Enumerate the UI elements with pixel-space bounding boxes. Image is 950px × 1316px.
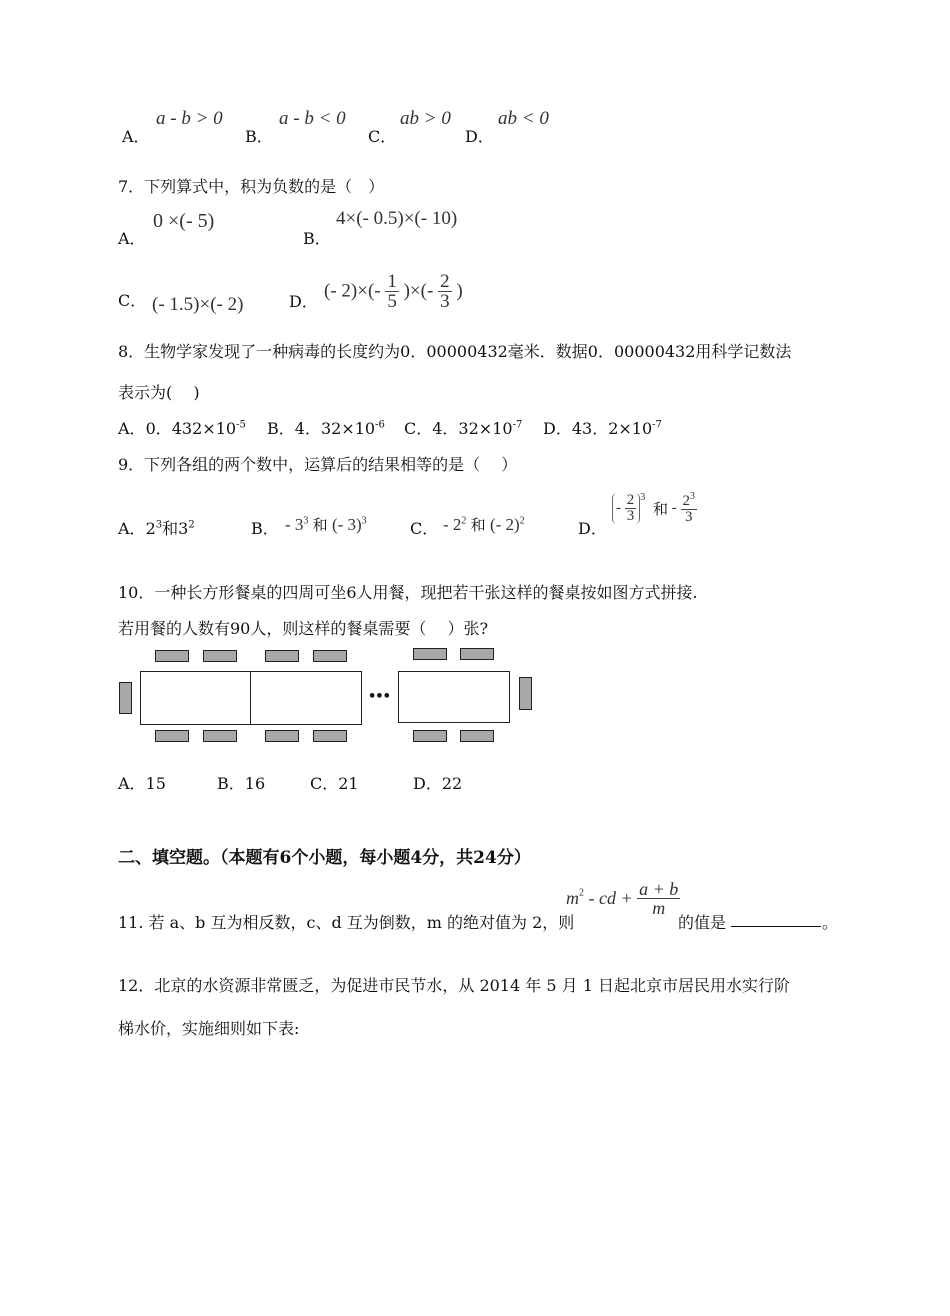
q8-option-a <box>118 416 246 439</box>
option-value: 4．32×10 <box>432 419 513 438</box>
q7-option-b-label: B． <box>303 229 331 248</box>
expr-part: (- 2)×(- <box>324 280 381 302</box>
q12-line2: 梯水价，实施细则如下表: <box>118 1019 300 1038</box>
exponent: 3 <box>690 491 696 502</box>
q7-stem: 7．下列算式中，积为负数的是（ ） <box>118 177 385 196</box>
option-label: A． <box>118 774 146 793</box>
q11-suffix: 的值是 <box>678 913 727 932</box>
expr-part: 和 <box>653 500 669 518</box>
seat <box>460 730 494 742</box>
seat <box>265 650 299 662</box>
expr-part: - <box>671 500 677 516</box>
denominator: 3 <box>626 508 635 524</box>
option-label: A． <box>122 127 150 146</box>
q7-option-b-expr: 4×(- 0.5)×(- 10) <box>336 208 458 229</box>
seat <box>265 730 299 742</box>
option-value: 22 <box>441 774 463 793</box>
q10-option-d <box>413 771 462 794</box>
q9-option-a <box>118 516 195 539</box>
expr-part: 2 <box>145 519 156 538</box>
q11-expression <box>566 880 680 917</box>
option-value: 15 <box>145 774 166 793</box>
q8-option-c <box>404 416 522 439</box>
expr-part: )×(- <box>403 280 434 302</box>
option-label: D． <box>413 774 442 793</box>
expr-part: - 2 <box>443 515 462 534</box>
option-value: 43．2×10 <box>571 419 653 438</box>
answer-blank[interactable] <box>731 926 821 927</box>
denominator: m <box>637 898 680 917</box>
numerator: 2 <box>440 271 450 292</box>
seat <box>119 682 132 714</box>
q10-option-b <box>217 771 265 794</box>
dining-table <box>140 671 252 725</box>
option-value: 16 <box>244 774 266 793</box>
exponent: 2 <box>461 515 467 527</box>
q7-option-a-expr: 0 ×(- 5) <box>153 210 215 232</box>
seat <box>413 730 447 742</box>
exponent: -6 <box>375 419 385 431</box>
seat <box>460 648 494 660</box>
expr-part: m <box>566 888 579 908</box>
q6-option-c-expr: ab > 0 <box>400 108 451 129</box>
numerator: a + b <box>639 879 679 899</box>
q6-option-d-expr: ab < 0 <box>498 108 549 129</box>
exponent: -7 <box>512 419 523 431</box>
expr-part: (- 2) <box>489 515 520 534</box>
option-label: B． <box>217 774 245 793</box>
option-label: C． <box>310 774 339 793</box>
exponent: 3 <box>303 515 309 527</box>
fraction <box>681 492 698 525</box>
expr-part: 和 <box>162 519 179 538</box>
q11-text: 11. 若 a、b 互为相反数，c、d 互为倒数，m 的绝对值为 2，则 <box>118 913 575 932</box>
q9-option-d-expr <box>612 492 697 525</box>
expr-part: 和 <box>312 516 328 534</box>
q9-option-b-label: B． <box>251 519 279 538</box>
option-value: 4．32×10 <box>294 419 376 438</box>
denominator: 3 <box>681 509 698 525</box>
q7-option-c-expr: (- 1.5)×(- 2) <box>152 294 244 315</box>
exponent: -7 <box>652 419 662 431</box>
seat <box>313 650 347 662</box>
expr-part: 3 <box>178 519 189 538</box>
ellipsis: ••• <box>368 689 390 704</box>
expr-part: - 3 <box>285 515 304 534</box>
fraction <box>637 880 680 917</box>
option-value: 0．432×10 <box>145 419 237 438</box>
exponent: 2 <box>188 519 195 531</box>
q8-option-d <box>543 416 662 439</box>
option-label: D． <box>543 419 572 438</box>
q6-option-c: C． <box>368 127 397 146</box>
q6-option-d: D． <box>465 127 494 146</box>
seat <box>155 650 189 662</box>
expr-part: ) <box>456 280 463 302</box>
expr-part: 2 <box>682 493 691 509</box>
q7-option-c-label: C． <box>118 291 147 310</box>
fraction <box>385 272 399 311</box>
expr-part: - cd + <box>588 888 633 908</box>
fraction <box>438 272 452 311</box>
seat <box>313 730 347 742</box>
q8-stem-line2: 表示为( ) <box>118 383 200 402</box>
section-heading: 二、填空题。（本题有6个小题，每小题4分，共24分） <box>118 848 531 868</box>
exponent: -5 <box>236 419 246 431</box>
exponent: 2 <box>519 515 525 527</box>
dining-table <box>250 671 362 725</box>
seat <box>413 648 447 660</box>
q8-stem-line1: 8．生物学家发现了一种病毒的长度约为0．00000432毫米．数据0．00000432用科学记数法 <box>118 342 792 361</box>
q6-option-a-expr: a - b > 0 <box>156 108 223 129</box>
q6-option-b-expr: a - b < 0 <box>279 108 346 129</box>
q9-stem: 9．下列各组的两个数中，运算后的结果相等的是（ ） <box>118 455 518 474</box>
exponent: 3 <box>640 492 646 503</box>
q6-option-a <box>122 124 150 147</box>
q10-stem-line2: 若用餐的人数有90人，则这样的餐桌需要（ ）张? <box>118 619 489 638</box>
option-label: A． <box>118 419 146 438</box>
option-label: A． <box>118 519 146 538</box>
expr-part: - <box>616 500 621 516</box>
exponent: 3 <box>155 519 163 531</box>
exponent: 3 <box>361 515 367 527</box>
expr-part: (- 3) <box>331 515 362 534</box>
q9-option-c-expr <box>443 514 525 535</box>
option-label: B． <box>267 419 295 438</box>
exponent: 2 <box>579 887 584 899</box>
q11-end: 。 <box>822 913 839 932</box>
expr-part: 和 <box>470 516 486 534</box>
numerator: 2 <box>626 492 635 508</box>
dining-table <box>398 671 510 723</box>
option-label: C． <box>404 419 433 438</box>
q6-option-b: B． <box>245 127 273 146</box>
denominator: 5 <box>387 291 397 312</box>
q12-line1: 12．北京的水资源非常匮乏，为促进市民节水，从 2014 年 5 月 1 日起北京市居民用水实行阶 <box>118 976 790 995</box>
q8-option-b <box>267 416 385 439</box>
numerator: 1 <box>387 271 397 292</box>
q10-option-a <box>118 771 166 794</box>
q7-option-a-label: A． <box>118 229 146 248</box>
fraction <box>625 493 637 524</box>
seat <box>203 730 237 742</box>
numerator <box>681 492 698 509</box>
q10-option-c <box>310 771 359 794</box>
q7-option-d-label: D． <box>289 292 318 311</box>
seat <box>155 730 189 742</box>
seat <box>519 677 532 710</box>
q9-option-d-label: D． <box>578 519 607 538</box>
q7-option-d-expr <box>324 272 463 311</box>
option-value: 21 <box>338 774 359 793</box>
denominator: 3 <box>440 291 450 312</box>
q9-option-b-expr <box>285 514 367 535</box>
q10-stem-line1: 10．一种长方形餐桌的四周可坐6人用餐，现把若干张这样的餐桌按如图方式拼接. <box>118 583 698 602</box>
q9-option-c-label: C． <box>410 519 439 538</box>
seat <box>203 650 237 662</box>
